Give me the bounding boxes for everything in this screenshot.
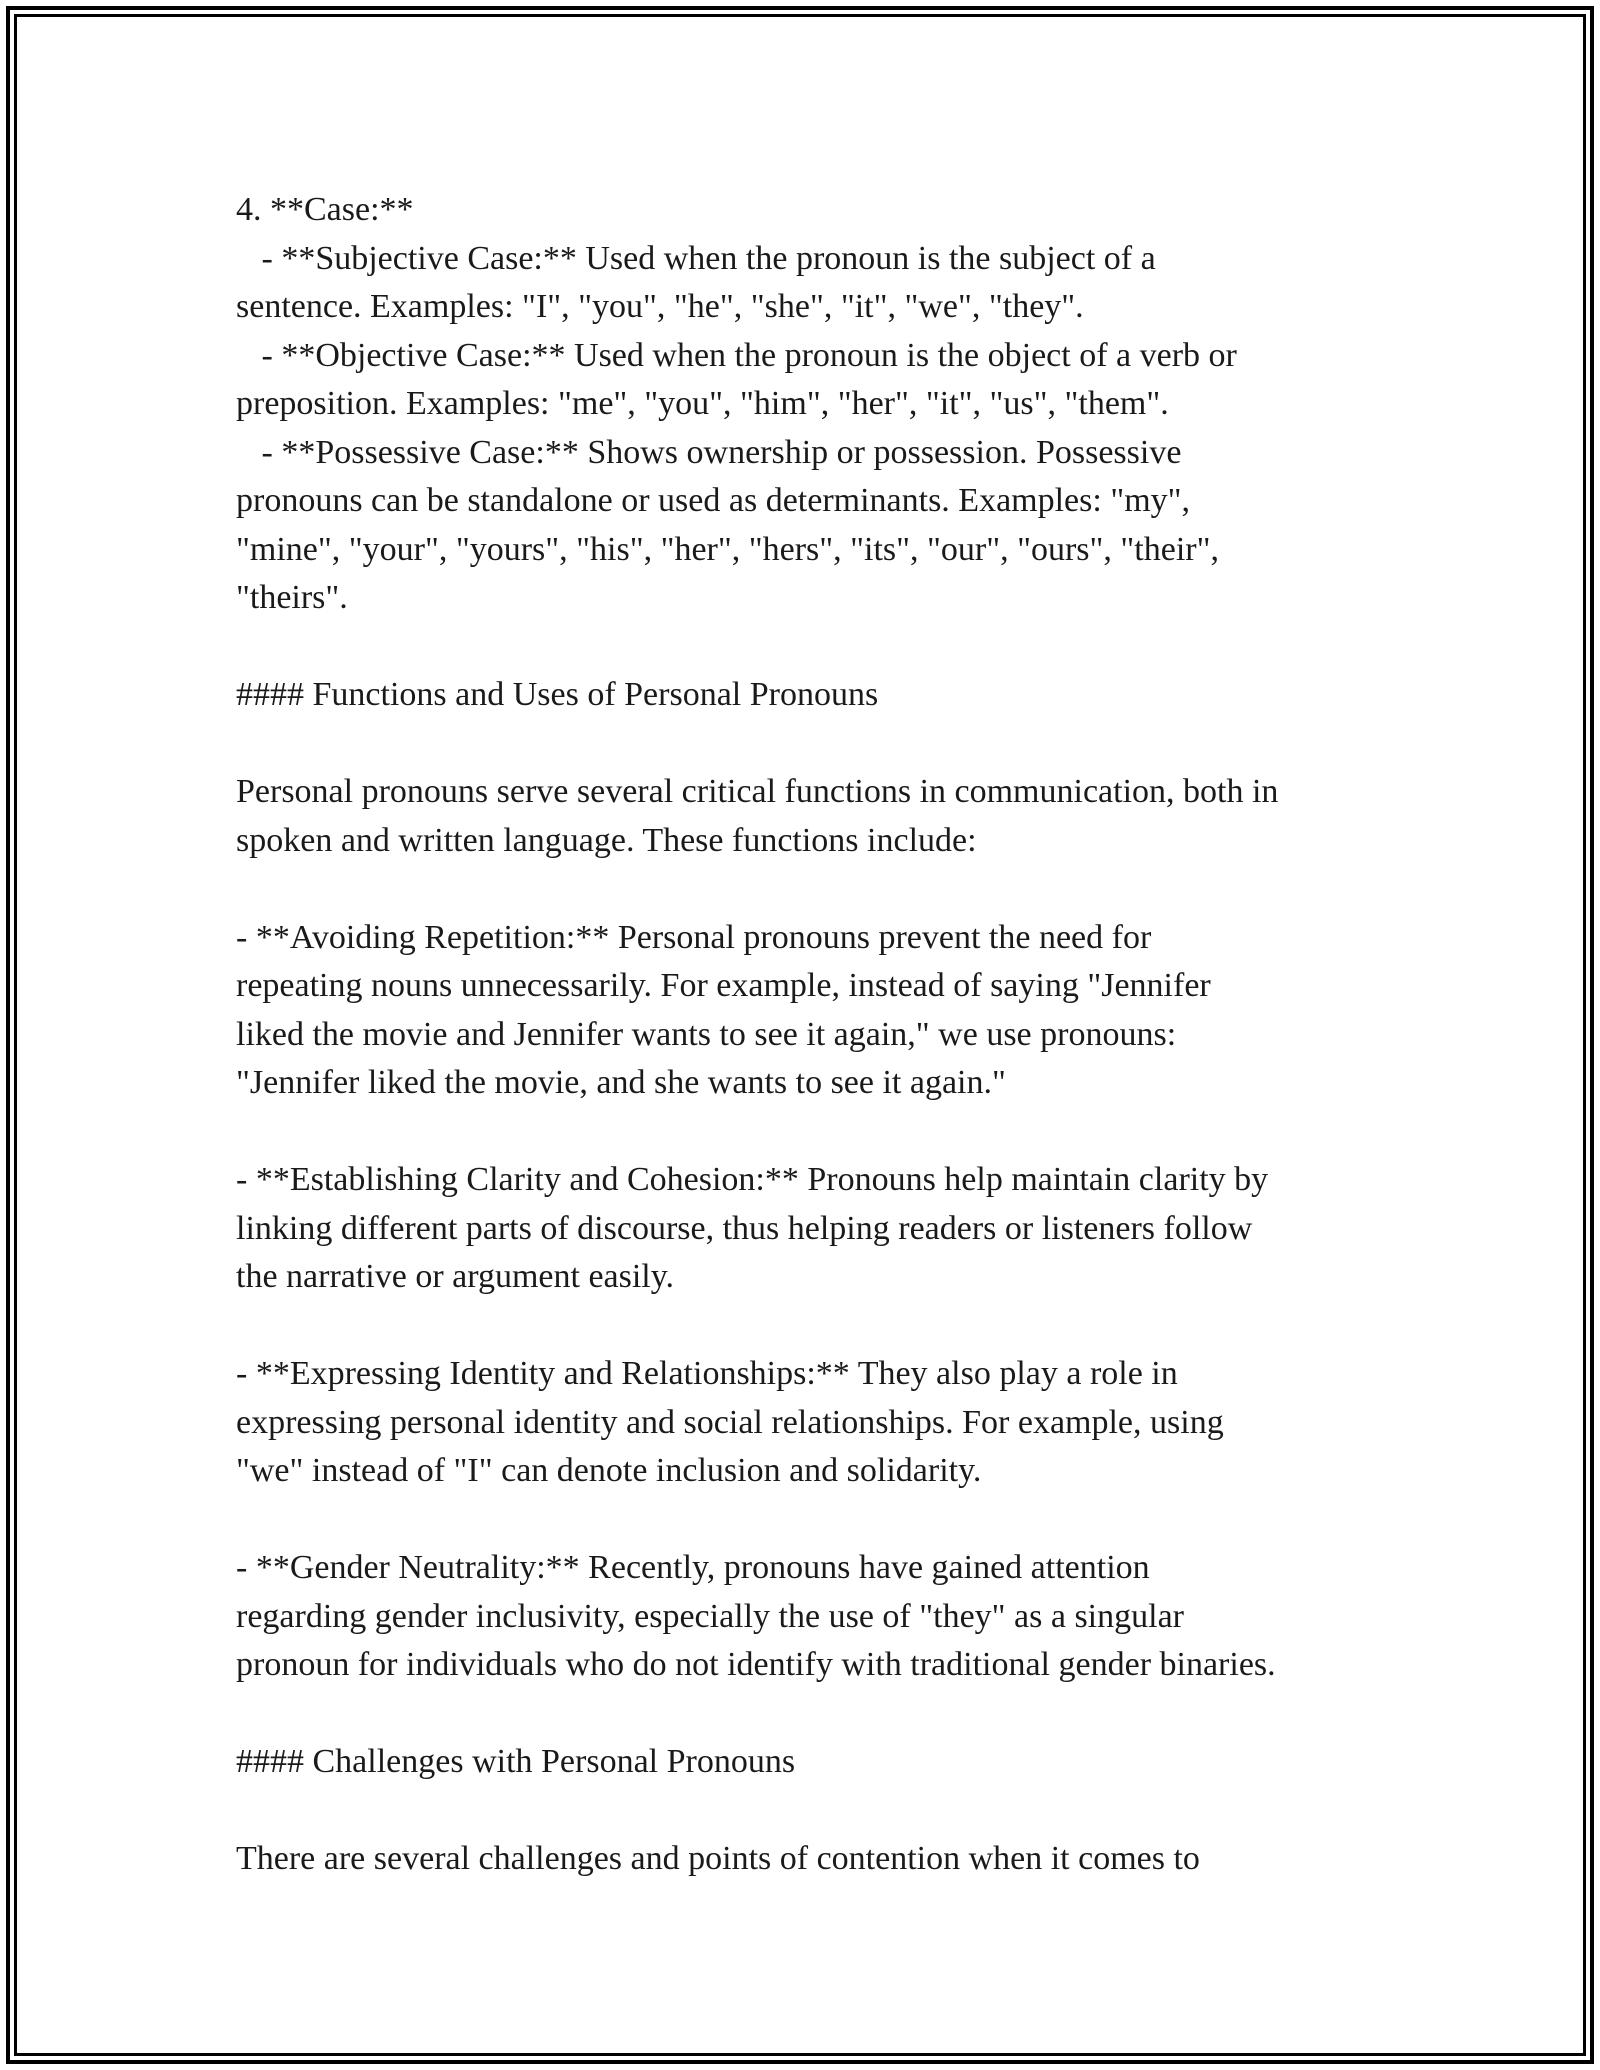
clarity-cohesion-line-3: the narrative or argument easily.	[236, 1258, 675, 1295]
identity-relationships-line-1: - **Expressing Identity and Relationships:** They also play a role in	[236, 1355, 1178, 1392]
blank-line	[236, 1302, 1366, 1351]
possessive-case-line-2: pronouns can be standalone or used as determinants. Examples: "my",	[236, 482, 1191, 519]
gender-neutrality-line-2: regarding gender inclusivity, especially the use of "they" as a singular	[236, 1597, 1184, 1635]
functions-intro-line-1: Personal pronouns serve several critical functions in communication, both in	[236, 773, 1279, 810]
blank-line	[236, 720, 1366, 769]
objective-case-line-1: - **Objective Case:** Used when the pronoun is the object of a verb or	[236, 336, 1237, 374]
possessive-case-line-4: "theirs".	[236, 579, 348, 616]
list-item-case-heading: 4. **Case:**	[236, 191, 414, 228]
blank-line	[236, 1690, 1366, 1739]
subjective-case-line-2: sentence. Examples: "I", "you", "he", "she", "it", "we", "they".	[236, 288, 1084, 325]
blank-line	[236, 623, 1366, 672]
blank-line	[236, 1787, 1366, 1836]
identity-relationships-line-2: expressing personal identity and social relationships. For example, using	[236, 1403, 1224, 1441]
gender-neutrality-line-3: pronoun for individuals who do not identify with traditional gender binaries.	[236, 1646, 1276, 1683]
functions-intro-line-2: spoken and written language. These functions include:	[236, 821, 977, 859]
clarity-cohesion-line-1: - **Establishing Clarity and Cohesion:** Pronouns help maintain clarity by	[236, 1161, 1269, 1198]
possessive-case-line-3: "mine", "your", "yours", "his", "her", "hers", "its", "our", "ours", "their",	[236, 530, 1219, 568]
avoiding-repetition-line-2: repeating nouns unnecessarily. For example, instead of saying "Jennifer	[236, 967, 1211, 1004]
identity-relationships-line-3: "we" instead of "I" can denote inclusion and solidarity.	[236, 1452, 982, 1489]
subjective-case-line-1: - **Subjective Case:** Used when the pronoun is the subject of a	[236, 239, 1156, 277]
avoiding-repetition-line-1: - **Avoiding Repetition:** Personal pronouns prevent the need for	[236, 918, 1152, 956]
challenges-intro-line-1: There are several challenges and points of contention when it comes to	[236, 1840, 1200, 1877]
section-heading-functions: #### Functions and Uses of Personal Pronouns	[236, 676, 879, 713]
blank-line	[236, 1496, 1366, 1545]
avoiding-repetition-line-4: "Jennifer liked the movie, and she wants to see it again."	[236, 1064, 1006, 1101]
section-heading-challenges: #### Challenges with Personal Pronouns	[236, 1743, 796, 1780]
document-body	[236, 186, 1366, 1884]
gender-neutrality-line-1: - **Gender Neutrality:** Recently, pronouns have gained attention	[236, 1549, 1150, 1586]
possessive-case-line-1: - **Possessive Case:** Shows ownership or possession. Possessive	[236, 433, 1182, 471]
objective-case-line-2: preposition. Examples: "me", "you", "him", "her", "it", "us", "them".	[236, 385, 1169, 422]
clarity-cohesion-line-2: linking different parts of discourse, thus helping readers or listeners follow	[236, 1209, 1253, 1247]
avoiding-repetition-line-3: liked the movie and Jennifer wants to see it again," we use pronouns:	[236, 1015, 1177, 1053]
blank-line	[236, 1108, 1366, 1157]
blank-line	[236, 865, 1366, 914]
